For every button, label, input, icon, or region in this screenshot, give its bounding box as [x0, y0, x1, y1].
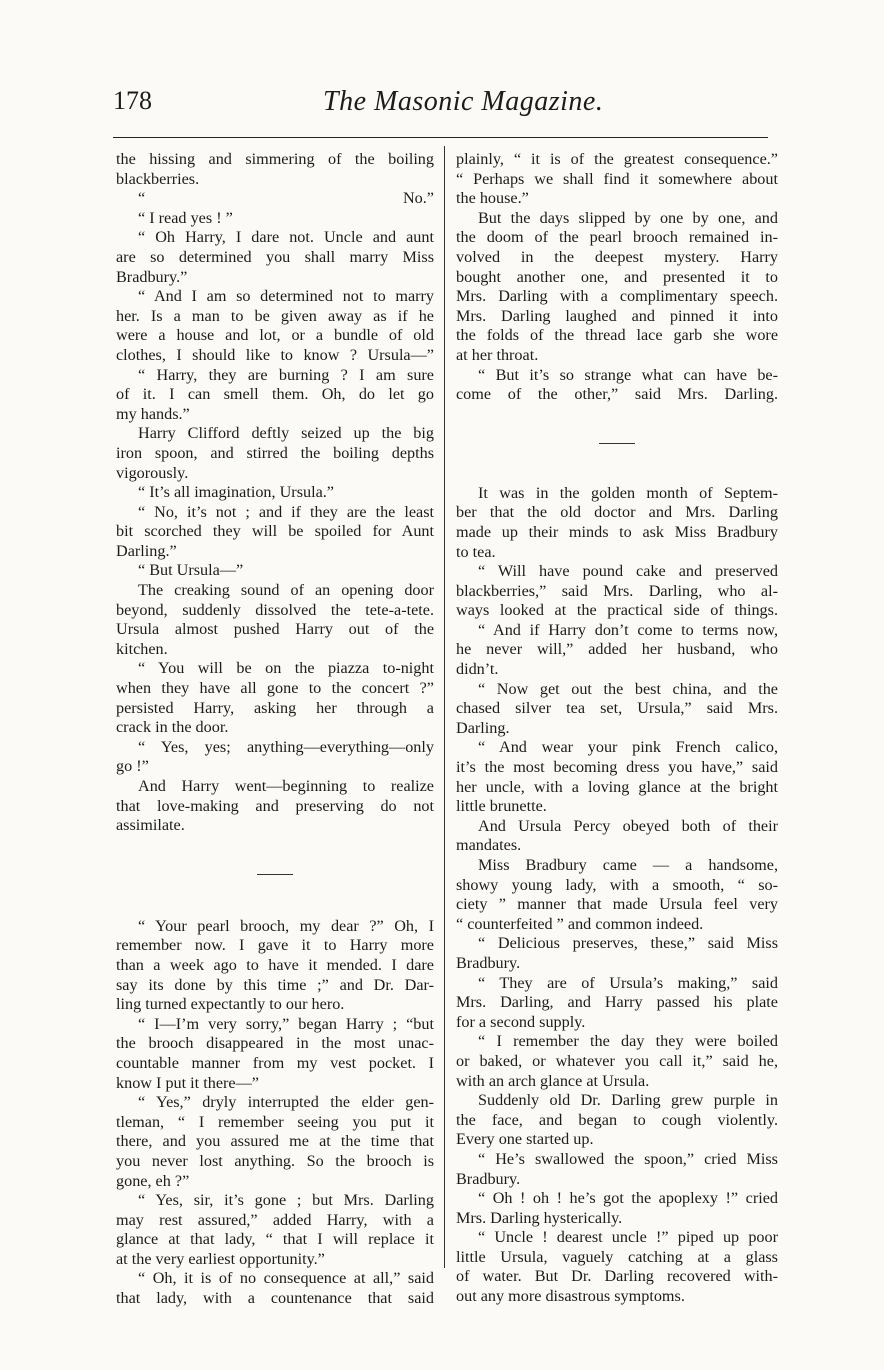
text-line: countable manner from my vest pocket. I: [116, 1053, 434, 1072]
text-line: The creaking sound of an opening door: [138, 581, 434, 600]
text-line: And Ursula Percy obeyed both of their: [478, 816, 778, 835]
text-line: clothes, I should like to know ? Ursula—”: [116, 345, 434, 364]
text-line: little brunette.: [456, 797, 547, 816]
text-line: he never will,” added her husband, who: [456, 640, 778, 659]
text-line: blackberries,” said Mrs. Darling, who al-: [456, 581, 778, 600]
text-line: Bradbury.”: [116, 267, 188, 286]
text-line: “ Yes,” dryly interrupted the elder gen-: [138, 1093, 434, 1112]
text-line: “ Oh, it is of no consequence at all,” said: [138, 1269, 434, 1288]
text-line: Suddenly old Dr. Darling grew purple in: [478, 1091, 778, 1110]
text-line: were a house and lot, or a bundle of old: [116, 326, 434, 345]
left-column: [116, 150, 434, 1309]
column-divider: [444, 146, 445, 1268]
text-line: didn’t.: [456, 660, 499, 679]
text-line: persisted Harry, asking her through a: [116, 698, 434, 717]
text-line: “ Yes, sir, it’s gone ; but Mrs. Darling: [138, 1191, 434, 1210]
text-line: iron spoon, and stirred the boiling depths: [116, 443, 434, 462]
text-line: ling turned expectantly to our hero.: [116, 995, 345, 1014]
text-line: “ I remember the day they were boiled: [478, 1032, 778, 1051]
text-line: “ Will have pound cake and preserved: [478, 562, 778, 581]
text-line: Bradbury.: [456, 1169, 521, 1188]
right-text-block-2: [456, 484, 778, 1307]
text-line: gone, eh ?”: [116, 1171, 190, 1190]
text-line: “ Delicious preserves, these,” said Miss: [478, 934, 778, 953]
text-line: the hissing and simmering of the boiling: [116, 150, 434, 168]
page-number: 178: [113, 86, 152, 115]
text-line: or baked, or whatever you call it,” said he,: [456, 1051, 778, 1070]
text-line: than a week ago to have it mended. I dare: [116, 955, 434, 974]
text-line: “ Uncle ! dearest uncle !” piped up poor: [478, 1228, 778, 1247]
text-line: “ It’s all imagination, Ursula.”: [138, 483, 334, 502]
text-line: ways looked at the practical side of things.: [456, 601, 778, 620]
text-line: say its done by this time ;” and Dr. Dar-: [116, 975, 434, 994]
text-line: “ But it’s so strange what can have be-: [478, 365, 778, 384]
text-line: Darling.: [456, 718, 510, 737]
text-line: “ I read yes ! ”: [138, 208, 233, 227]
text-line: volved in the deepest mystery. Harry: [456, 247, 778, 266]
text-line: crack in the door.: [116, 718, 229, 737]
text-line: “ Yes, yes; anything—everything—only: [138, 737, 434, 756]
text-line: may rest assured,” added Harry, with a: [116, 1210, 434, 1229]
text-line: “ And wear your pink French calico,: [478, 738, 778, 757]
text-line: at her throat.: [456, 345, 539, 364]
text-line: “ Oh ! oh ! he’s got the apoplexy !” cried: [478, 1189, 778, 1208]
section-separator: [257, 874, 293, 875]
text-line: Mrs. Darling laughed and pinned it into: [456, 306, 778, 325]
text-line: tleman, “ I remember seeing you put it: [116, 1112, 434, 1131]
text-line: blackberries.: [116, 169, 200, 188]
text-line: remember now. I gave it to Harry more: [116, 936, 434, 955]
text-line: go !”: [116, 757, 149, 776]
section-separator: [599, 443, 635, 444]
text-line: “ Now get out the best china, and the: [478, 679, 778, 698]
text-line: Mrs. Darling with a complimentary speech.: [456, 287, 778, 306]
text-line: But the days slipped by one by one, and: [478, 208, 778, 227]
text-line: bought another one, and presented it to: [456, 267, 778, 286]
text-line: “ Perhaps we shall find it somewhere about: [456, 169, 778, 188]
text-line: the folds of the thread lace garb she wore: [456, 326, 778, 345]
text-line: assimilate.: [116, 816, 185, 835]
text-line: kitchen.: [116, 639, 168, 658]
text-line: with an arch glance at Ursula.: [456, 1071, 650, 1090]
text-line: for a second supply.: [456, 1012, 586, 1031]
text-line: little Ursula, vaguely catching at a glass: [456, 1247, 778, 1266]
left-text-block-2: [116, 917, 434, 1309]
text-line: glance at that lady, “ that I will replace it: [116, 1230, 434, 1249]
text-line: Miss Bradbury came — a handsome,: [478, 856, 778, 874]
text-line: “ No, it’s not ; and if they are the least: [138, 502, 434, 521]
left-text-block-1: [116, 150, 434, 836]
text-line: the house.”: [456, 189, 529, 208]
text-line: And Harry went—beginning to realize: [138, 777, 434, 795]
page-header: [113, 86, 768, 126]
right-text-block-1: [456, 150, 778, 405]
text-line: “ But Ursula—”: [138, 561, 244, 580]
text-line: of it. I can smell them. Oh, do let go: [116, 385, 434, 404]
text-line: out any more disastrous symptoms.: [456, 1287, 685, 1306]
text-line: at the very earliest opportunity.”: [116, 1249, 325, 1268]
text-line: when they have all gone to the concert ?”: [116, 679, 434, 698]
text-line: “ I—I’m very sorry,” began Harry ; “but: [138, 1014, 434, 1033]
text-line: plainly, “ it is of the greatest consequence.”: [456, 150, 778, 168]
text-line: chased silver tea set, Ursula,” said Mrs.: [456, 699, 778, 718]
text-line: “ They are of Ursula’s making,” said: [478, 973, 778, 992]
text-line: “ And if Harry don’t come to terms now,: [478, 620, 778, 639]
text-line: her uncle, with a loving glance at the bright: [456, 777, 778, 796]
text-line: vigorously.: [116, 463, 189, 482]
right-column: [456, 150, 778, 1307]
text-line: bit scorched they will be spoiled for Aunt: [116, 522, 434, 541]
text-line: “ No.”: [138, 189, 434, 208]
text-line: “ He’s swallowed the spoon,” cried Miss: [478, 1149, 778, 1168]
text-line: the doom of the pearl brooch remained in-: [456, 228, 778, 247]
text-line: it’s the most becoming dress you have,” said: [456, 758, 778, 777]
text-line: are so determined you shall marry Miss: [116, 247, 434, 266]
text-line: there, and you assured me at the time that: [116, 1132, 434, 1151]
text-line: ber that the old doctor and Mrs. Darling: [456, 503, 778, 522]
text-line: of water. But Dr. Darling recovered with-: [456, 1267, 778, 1286]
text-line: Mrs. Darling, and Harry passed his plate: [456, 993, 778, 1012]
text-line: “ And I am so determined not to marry: [138, 287, 434, 306]
text-line: made up their minds to ask Miss Bradbury: [456, 522, 778, 541]
magazine-title: The Masonic Magazine.: [323, 86, 604, 117]
text-line: Darling.”: [116, 541, 177, 560]
text-line: mandates.: [456, 836, 522, 855]
text-line: “ Oh Harry, I dare not. Uncle and aunt: [138, 228, 434, 247]
text-line: know I put it there—”: [116, 1073, 259, 1092]
text-line: Harry Clifford deftly seized up the big: [138, 424, 434, 443]
text-line: the brooch disappeared in the most unac-: [116, 1034, 434, 1053]
text-line: showy young lady, with a smooth, “ so-: [456, 875, 778, 894]
text-line: that lady, with a countenance that said: [116, 1289, 434, 1308]
text-line: Ursula almost pushed Harry out of the: [116, 620, 434, 639]
text-line: you never lost anything. So the brooch is: [116, 1151, 434, 1170]
text-line: to tea.: [456, 542, 496, 561]
text-line: Every one started up.: [456, 1130, 594, 1149]
text-line: It was in the golden month of Septem-: [478, 483, 778, 502]
text-line: “ Your pearl brooch, my dear ?” Oh, I: [138, 916, 434, 935]
text-line: “ Harry, they are burning ? I am sure: [138, 365, 434, 384]
text-line: Mrs. Darling hysterically.: [456, 1208, 623, 1227]
text-line: the face, and began to cough violently.: [456, 1110, 778, 1129]
text-line: that love-making and preserving do not: [116, 796, 434, 815]
text-line: “ counterfeited ” and common indeed.: [456, 914, 704, 933]
text-line: come of the other,” said Mrs. Darling.: [456, 385, 778, 404]
text-line: beyond, suddenly dissolved the tete-a-tete.: [116, 600, 434, 619]
text-line: her. Is a man to be given away as if he: [116, 306, 434, 325]
text-line: “ You will be on the piazza to-night: [138, 659, 434, 678]
header-rule: [113, 137, 768, 138]
text-line: ciety ” manner that made Ursula feel very: [456, 895, 778, 914]
text-line: my hands.”: [116, 404, 190, 423]
text-line: Bradbury.: [456, 953, 521, 972]
